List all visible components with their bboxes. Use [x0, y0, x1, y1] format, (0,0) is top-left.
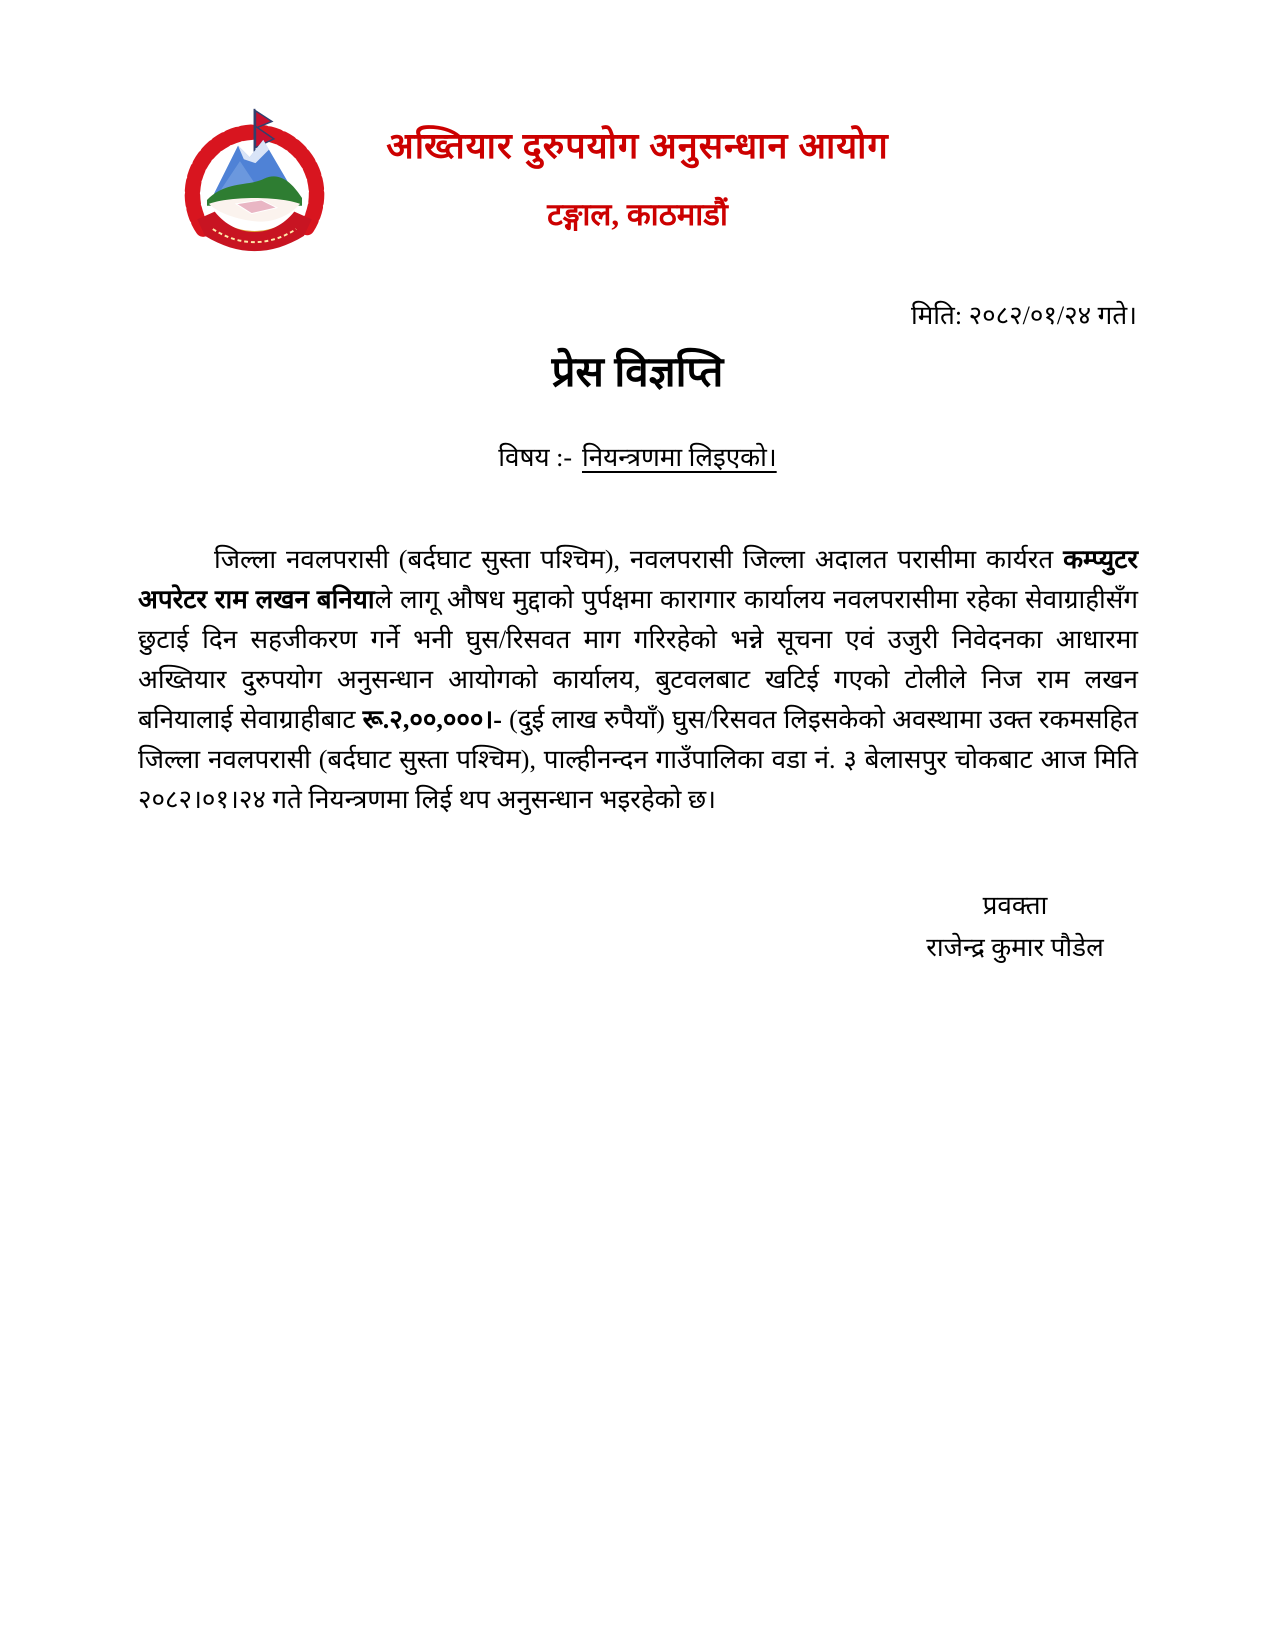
subject-label: विषय :-	[498, 443, 572, 472]
date-line: मिति: २०८२/०१/२४ गते।	[911, 301, 1137, 330]
body-paragraph	[138, 540, 1138, 820]
org-address: टङ्गाल, काठमाडौं	[547, 197, 728, 232]
page-title: प्रेस विज्ञप्ति	[551, 350, 724, 396]
signatory-designation: प्रवक्ता	[982, 891, 1048, 920]
accused-name-bold: कम्प्युटर अपरेटर राम लखन बनिया	[138, 545, 1138, 614]
body-text-2: ले लागू औषध मुद्दाको पुर्पक्षमा कारागार कार्यालय नवलपरासीमा रहेका सेवाग्राहीसँग छुटाई दिन सहजीकरण गर्ने भनी घुस/रिसवत माग गरिरहेको भन्ने सूचना एवं उजुरी निवेदनका आधारमा अख्तियार दुरुपयोग अनुसन्धान आयोगको कार्यालय, बुटवलबाट खटिई गएको टोलीले निज राम लखन बनियालाई सेवाग्राहीबाट	[138, 585, 1139, 734]
bribe-amount-bold: रू.२,००,०००।-	[362, 705, 502, 734]
subject-value: नियन्त्रणमा लिइएको।	[581, 443, 777, 472]
signatory-name: राजेन्द्र कुमार पौडेल	[926, 933, 1104, 962]
org-name: अख्तियार दुरुपयोग अनुसन्धान आयोग	[386, 126, 889, 166]
body-text-1: जिल्ला नवलपरासी (बर्दघाट सुस्ता पश्चिम), नवलपरासी जिल्ला अदालत परासीमा कार्यरत	[214, 545, 1064, 574]
letterhead	[0, 120, 1275, 235]
signature-block	[895, 885, 1135, 969]
subject-line	[0, 438, 1275, 474]
body-text-3: (दुई लाख रुपैयाँ) घुस/रिसवत लिइसकेको अवस्थामा उक्त रकमसहित जिल्ला नवलपरासी (बर्दघाट सुस्ता पश्चिम), पाल्हीनन्दन गाउँपालिका वडा नं. ३ बेलासपुर चोकबाट आज मिति २०८२।०१।२४ गते नियन्त्रणमा लिई थप अनुसन्धान भइरहेको छ।	[138, 705, 1138, 814]
